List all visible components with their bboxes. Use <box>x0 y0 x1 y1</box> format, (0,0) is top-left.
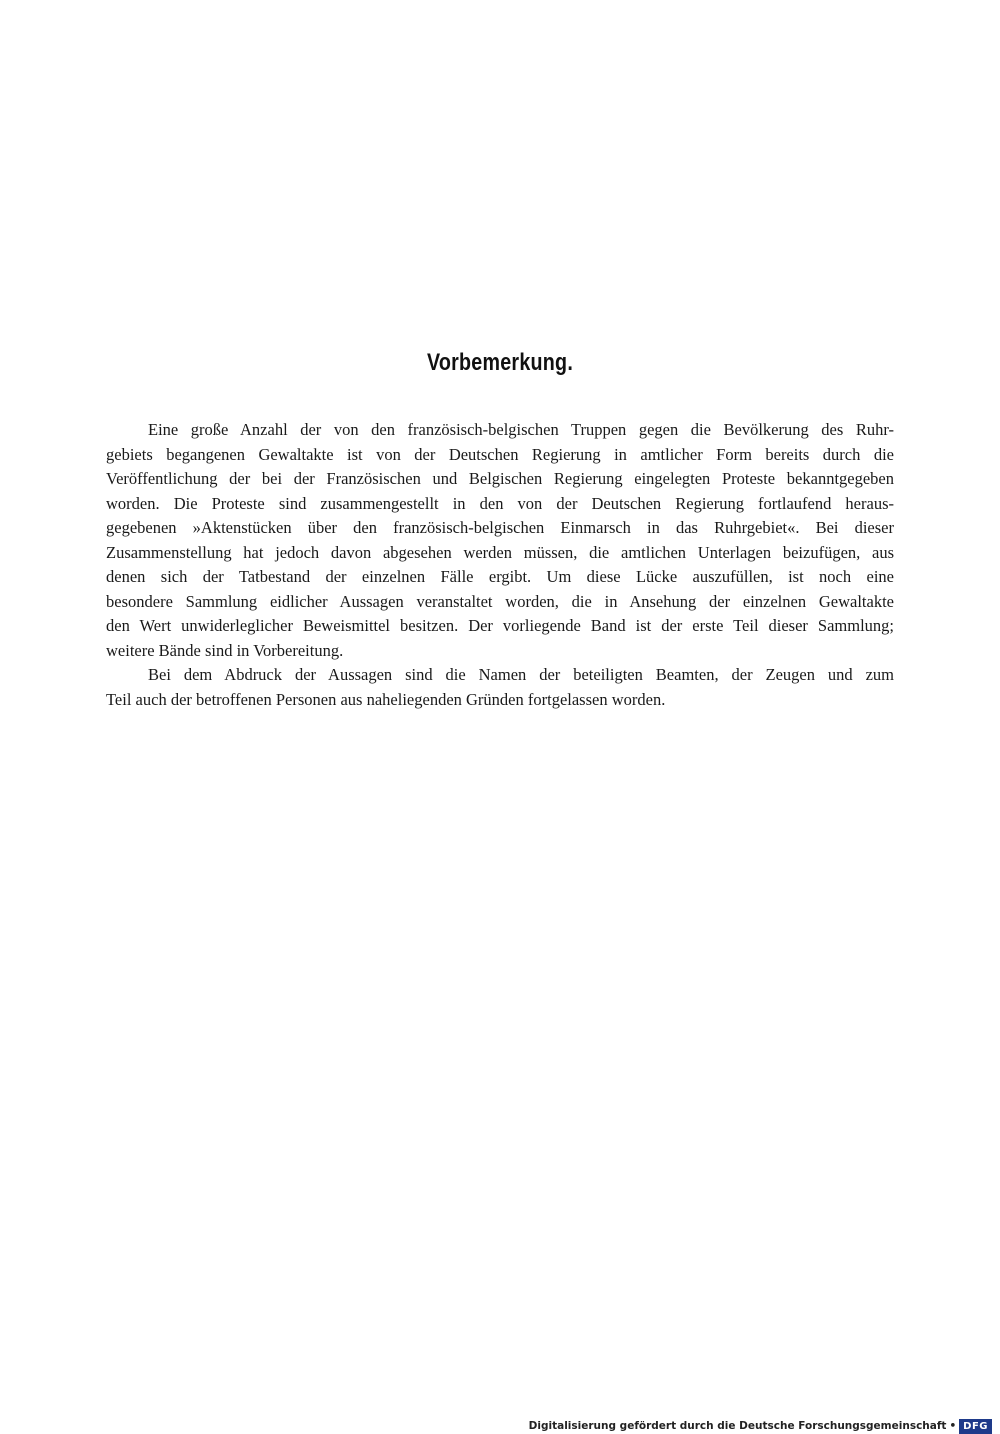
text-line: Teil auch der betroffenen Personen aus naheliegenden Gründen fortgelassen worden. <box>106 689 666 709</box>
text-line: weitere Bände sind in Vorbereitung. <box>106 640 344 660</box>
page-title: Vorbemerkung. <box>426 349 574 376</box>
text-line: Eine große Anzahl der von den französisch-belgischen Truppen gegen die Bevölkerung des Ruhr- <box>148 420 894 439</box>
text-line: Veröffentlichung der bei der Französischen und Belgischen Regierung eingelegten Proteste bekanntgegeben <box>106 469 894 488</box>
paragraph-1 <box>106 418 894 663</box>
dfg-logo-icon: DFG <box>959 1419 992 1434</box>
text-line: worden. Die Proteste sind zusammengestellt in den von der Deutschen Regierung fortlaufend heraus- <box>106 493 894 513</box>
text-line: gebiets begangenen Gewaltakte ist von der Deutschen Regierung in amtlicher Form bereits durch die <box>106 444 894 464</box>
text-line: gegebenen »Aktenstücken über den französisch-belgischen Einmarsch in das Ruhrgebiet«. Bei dieser <box>106 518 894 537</box>
credit-separator: • <box>949 1420 957 1432</box>
credit-text: Digitalisierung gefördert durch die Deutsche Forschungsgemeinschaft <box>528 1420 947 1432</box>
digitization-credit <box>529 1418 992 1434</box>
text-line: den Wert unwiderleglicher Beweismittel besitzen. Der vorliegende Band ist der erste Teil dieser Sammlung; <box>106 616 894 635</box>
text-line: denen sich der Tatbestand der einzelnen Fälle ergibt. Um diese Lücke auszufüllen, ist noch eine <box>106 567 894 586</box>
paragraph-2 <box>106 663 894 712</box>
text-line: besondere Sammlung eidlicher Aussagen veranstaltet worden, die in Ansehung der einzelnen Gewaltakte <box>106 591 894 611</box>
body-text <box>106 418 894 712</box>
text-line: Bei dem Abdruck der Aussagen sind die Namen der beteiligten Beamten, der Zeugen und zum <box>148 665 894 684</box>
text-line: Zusammenstellung hat jedoch davon abgesehen werden müssen, die amtlichen Unterlagen beizufügen, aus <box>106 542 894 562</box>
